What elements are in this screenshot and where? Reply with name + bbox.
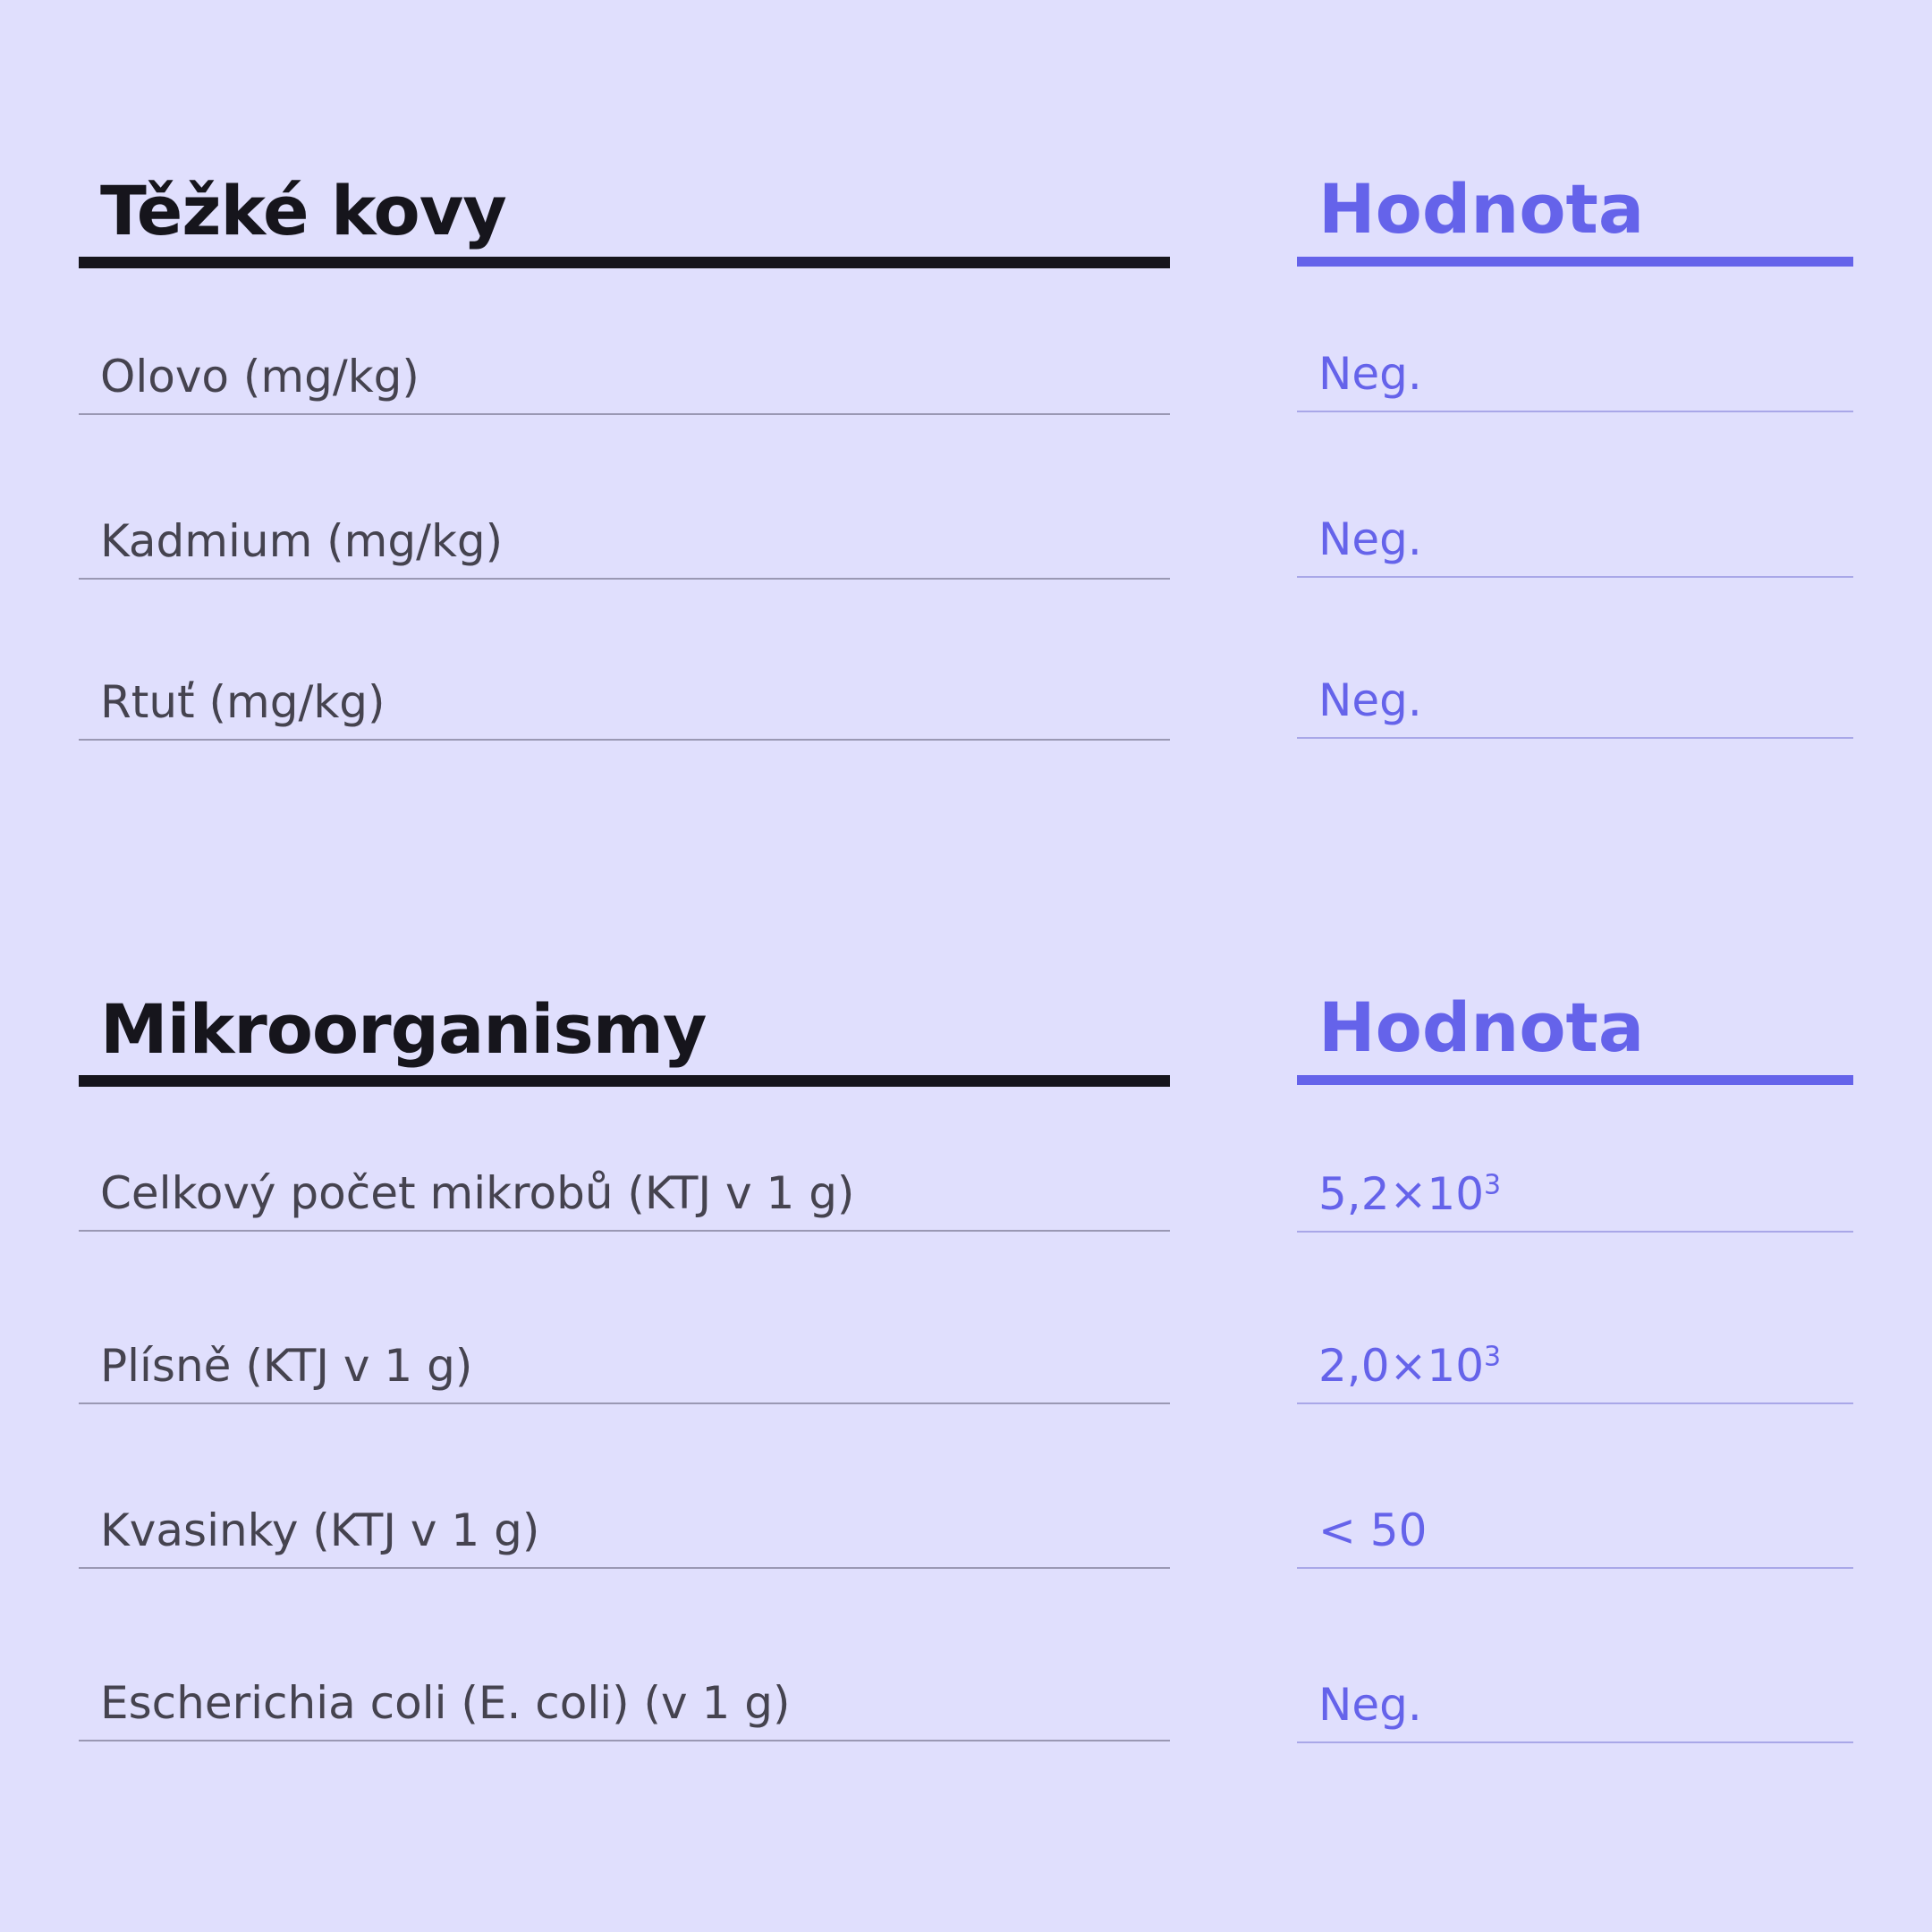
row-divider [1297, 576, 1853, 578]
heading-divider [1297, 1075, 1853, 1085]
row-value: Neg. [1318, 513, 1422, 565]
value-header: Hodnota [1318, 987, 1645, 1067]
heavy-metals-title: Těžké kovy [100, 171, 506, 250]
row-divider [1297, 1741, 1853, 1743]
row-value [1318, 1168, 1502, 1220]
row-divider [79, 1740, 1170, 1741]
row-label: Escherichia coli (E. coli) (v 1 g) [100, 1677, 791, 1729]
value-exponent: 3 [1484, 1169, 1502, 1201]
row-value [1318, 1340, 1502, 1392]
microorganisms-heading [79, 988, 1170, 1087]
table-row-label [79, 1160, 1170, 1232]
table-row-label [79, 508, 1170, 580]
row-value: Neg. [1318, 674, 1422, 726]
row-divider [1297, 1402, 1853, 1404]
table-row-value [1297, 1333, 1853, 1404]
row-label: Olovo (mg/kg) [100, 351, 419, 402]
row-value: < 50 [1318, 1504, 1428, 1556]
row-divider [79, 1230, 1170, 1232]
row-divider [79, 1567, 1170, 1569]
row-label: Kvasinky (KTJ v 1 g) [100, 1504, 540, 1556]
row-divider [79, 413, 1170, 415]
row-label: Rtuť (mg/kg) [100, 676, 386, 728]
table-row-value [1297, 506, 1853, 578]
row-divider [79, 739, 1170, 741]
table-row-value [1297, 667, 1853, 739]
microorganisms-title: Mikroorganismy [100, 989, 707, 1069]
value-header: Hodnota [1318, 169, 1645, 249]
row-divider [1297, 1567, 1853, 1569]
table-row-label [79, 1670, 1170, 1741]
row-divider [1297, 411, 1853, 412]
table-row-value [1297, 1672, 1853, 1743]
heading-divider [1297, 257, 1853, 267]
heavy-metals-heading [79, 170, 1170, 268]
row-label: Kadmium (mg/kg) [100, 515, 504, 567]
value-exponent: 3 [1484, 1341, 1502, 1373]
table-row-value [1297, 1161, 1853, 1233]
row-divider [1297, 737, 1853, 739]
row-value: Neg. [1318, 348, 1422, 400]
row-value: Neg. [1318, 1679, 1422, 1731]
value-base: 5,2×10 [1318, 1168, 1485, 1220]
heading-divider [79, 1075, 1170, 1087]
table-row-label [79, 1497, 1170, 1569]
table-row-label [79, 343, 1170, 415]
value-base: 2,0×10 [1318, 1340, 1485, 1392]
row-divider [1297, 1231, 1853, 1233]
microorganisms-value-heading [1297, 987, 1853, 1085]
row-label: Celkový počet mikrobů (KTJ v 1 g) [100, 1167, 855, 1219]
table-row-value [1297, 341, 1853, 412]
table-row-label [79, 1333, 1170, 1404]
heavy-metals-value-heading [1297, 168, 1853, 267]
table-row-label [79, 669, 1170, 741]
heading-divider [79, 257, 1170, 268]
row-divider [79, 1402, 1170, 1404]
row-divider [79, 578, 1170, 580]
row-label: Plísně (KTJ v 1 g) [100, 1340, 473, 1392]
table-row-value [1297, 1497, 1853, 1569]
